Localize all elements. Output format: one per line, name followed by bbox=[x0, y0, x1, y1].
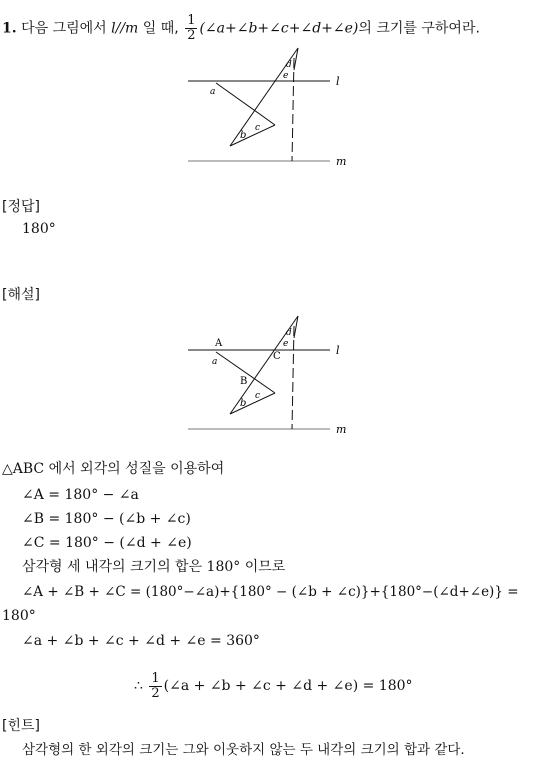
label-d: d bbox=[286, 60, 292, 70]
solution-intro: △ABC 에서 외각의 성질을 이용하여 bbox=[2, 461, 225, 477]
equation-sum: ∠A + ∠B + ∠C = (180°−∠a)+{180° − (∠b + ∠c)}+{180°−(∠d+∠e)} = bbox=[22, 584, 519, 600]
label-a: a bbox=[212, 357, 218, 367]
answer-value: 180° bbox=[22, 221, 56, 237]
label-a: a bbox=[210, 87, 216, 97]
fraction-denominator: 2 bbox=[187, 28, 196, 43]
equation-angle-C: ∠C = 180° − (∠d + ∠e) bbox=[22, 535, 192, 551]
solution-figure bbox=[180, 308, 360, 438]
angle-sum-expression: (∠a+∠b+∠c+∠d+∠e) bbox=[199, 20, 359, 37]
label-m: m bbox=[336, 155, 347, 168]
therefore-symbol: ∴ bbox=[134, 678, 143, 694]
final-equation bbox=[134, 670, 413, 702]
answer-header: [정답] bbox=[2, 199, 40, 215]
label-c: c bbox=[255, 391, 261, 401]
half-fraction bbox=[185, 14, 197, 43]
solution-header: [해설] bbox=[2, 287, 40, 303]
equation-sum-result: 180° bbox=[2, 608, 36, 624]
label-l: l bbox=[336, 75, 340, 88]
label-m: m bbox=[336, 423, 347, 436]
label-c: c bbox=[255, 123, 261, 133]
label-e: e bbox=[283, 339, 289, 349]
hint-text: 삼각형의 한 외각의 크기는 그와 이웃하지 않는 두 내각의 크기의 합과 같다. bbox=[22, 742, 465, 758]
equation-angle-B: ∠B = 180° − (∠b + ∠c) bbox=[22, 511, 191, 527]
diagonal-from-a bbox=[216, 83, 275, 125]
problem-text-mid: 일 때, bbox=[142, 20, 179, 37]
final-expression: (∠a + ∠b + ∠c + ∠d + ∠e) = 180° bbox=[163, 678, 413, 694]
problem-figure bbox=[180, 40, 360, 170]
label-e: e bbox=[283, 71, 289, 81]
problem-text-before: 다음 그림에서 bbox=[21, 20, 107, 37]
vertical-line bbox=[292, 326, 294, 429]
problem-statement bbox=[2, 14, 480, 43]
label-d: d bbox=[286, 328, 292, 338]
label-A: A bbox=[215, 338, 223, 349]
vertical-line bbox=[292, 58, 294, 161]
final-half-fraction bbox=[149, 672, 161, 701]
problem-number: 1. bbox=[2, 20, 17, 37]
label-b: b bbox=[240, 398, 247, 409]
final-fraction-denominator: 2 bbox=[151, 685, 160, 701]
hint-header: [힌트] bbox=[2, 718, 40, 734]
label-b: b bbox=[240, 130, 247, 141]
label-B: B bbox=[240, 376, 248, 387]
equation-total: ∠a + ∠b + ∠c + ∠d + ∠e = 360° bbox=[22, 633, 260, 649]
equation-angle-A: ∠A = 180° − ∠a bbox=[22, 487, 139, 503]
label-l: l bbox=[336, 344, 340, 357]
label-C: C bbox=[273, 351, 281, 362]
fraction-numerator: 1 bbox=[187, 13, 196, 28]
final-fraction-numerator: 1 bbox=[151, 670, 160, 686]
triangle-sum-note: 삼각형 세 내각의 크기의 합은 180° 이므로 bbox=[22, 559, 286, 575]
parallel-condition: l//m bbox=[111, 20, 139, 37]
problem-text-after: 의 크기를 구하여라. bbox=[358, 20, 480, 37]
